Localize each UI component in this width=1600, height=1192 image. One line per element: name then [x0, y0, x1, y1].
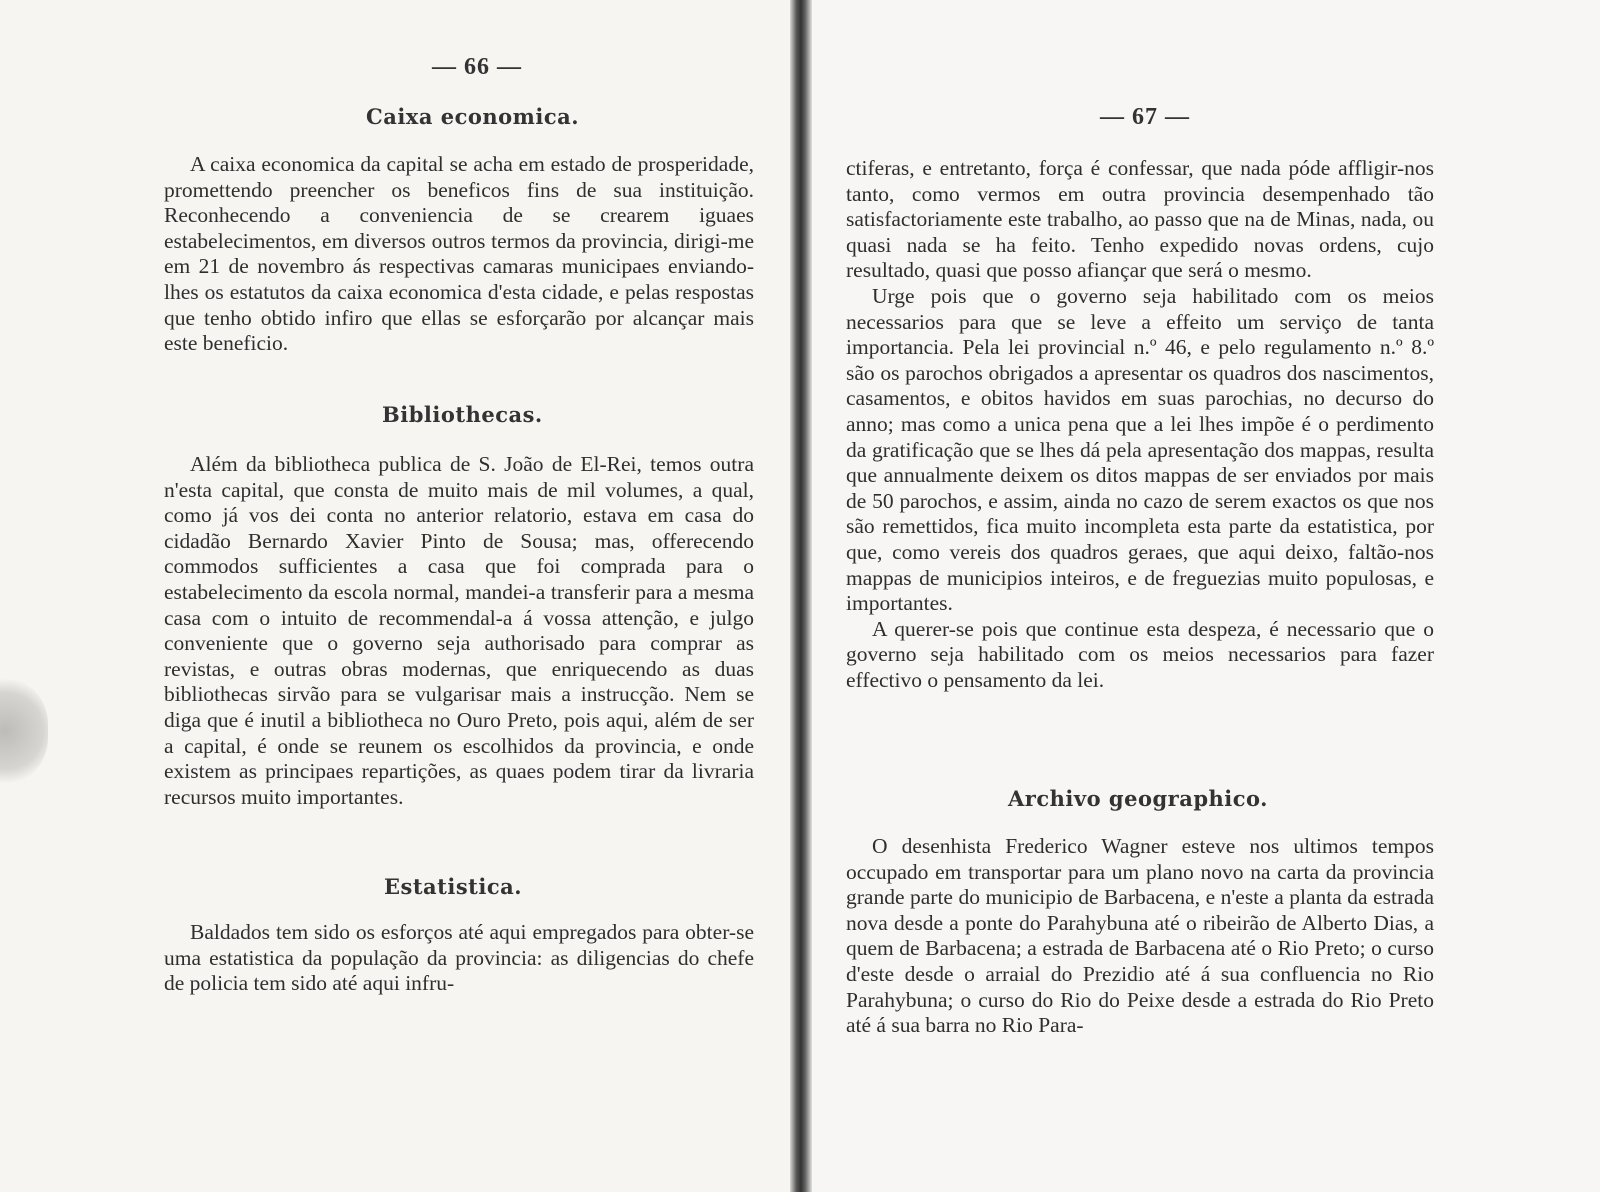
page-number-left: — 66 — [432, 54, 522, 80]
page-stain [0, 676, 48, 786]
paragraph: Urge pois que o governo seja habilitado com os meios necessarios para que se leve a effeito um serviço de tanta importancia. Pela lei provincial n.º 46, e pelo regulamento n.º 8.º são os parochos obrigados a apresentar os quadros dos nascimentos, casamentos, e obitos havidos em suas parochias, no decurso do anno; mas como a unica pena que a lei lhes impõe é o perdimento da gratificação que se lhes dá pela apresentação dos mappas, resulta que annualmente deixem os ditos mappas de ser enviados por mais de 50 parochos, e assim, ainda no cazo de serem exactos os que nos são remettidos, fica muito incompleta esta parte da estatistica, por que, como vereis dos quadros geraes, que aqui deixo, faltão-nos mappas de municipios inteiros, e de freguezias muito populosas, e importantes. [846, 283, 1434, 616]
paragraph: Baldados tem sido os esforços até aqui empregados para obter-se uma estatistica da população da provincia: as diligencias do chefe de policia tem sido até aqui infru- [164, 920, 754, 996]
paragraph: Além da bibliotheca publica de S. João de El-Rei, temos outra n'esta capital, que consta de muito mais de mil volumes, a qual, como já vos dei conta no anterior relatorio, estava em casa do cidadão Bernardo Xavier Pinto de Sousa; mas, offerecendo commodos sufficientes a casa que foi comprada para o estabelecimento da escola normal, mandei-a transferir para a mesma casa com o intuito de recommendal-a á vossa attenção, e julgo conveniente que o governo seja authorisado para comprar as revistas, e outras obras modernas, que enriquecendo as duas bibliothecas sirvão para se vulgarisar mais a instrucção. Nem se diga que é inutil a bibliotheca no Ouro Preto, pois aqui, além de ser a capital, é onde se reunem os escolhidos da provincia, e onde existem as principaes repartições, as quaes podem tirar da livraria recursos muito importantes. [164, 452, 754, 809]
book-gutter [790, 0, 812, 1192]
section-body-estatistica [164, 920, 754, 997]
section-body-archivo [846, 834, 1434, 1039]
section-title-bibliothecas: Bibliothecas. [382, 402, 543, 427]
section-title-archivo: Archivo geographico. [1008, 786, 1268, 811]
paragraph: ctiferas, e entretanto, força é confessar, que nada póde affligir-nos tanto, como vermos em outra provincia desempenhado tão satisfactoriamente este trabalho, ao passo que na de Minas, nada, ou quasi nada se ha feito. Tenho expedido novas ordens, cujo resultado, quasi que posso afiançar que será o mesmo. [846, 156, 1434, 283]
section-body-caixa [164, 152, 754, 357]
paragraph: A caixa economica da capital se acha em estado de prosperidade, promettendo preencher os beneficos fins de sua instituição. Reconhecendo a conveniencia de se crearem iguaes estabelecimentos, em diversos outros termos da provincia, dirigi-me em 21 de novembro ás respectivas camaras municipaes enviando-lhes os estatutos da caixa economica d'esta cidade, e pelas respostas que tenho obtido infiro que ellas se esforçarão por alcançar mais este beneficio. [164, 152, 754, 356]
statistics-continuation [846, 156, 1434, 693]
section-title-estatistica: Estatistica. [384, 874, 523, 899]
section-title-caixa: Caixa economica. [366, 104, 580, 129]
right-page [812, 0, 1600, 1192]
paragraph: A querer-se pois que continue esta despeza, é necessario que o governo seja habilitado com os meios necessarios para fazer effectivo o pensamento da lei. [846, 616, 1434, 692]
left-page [0, 0, 792, 1192]
paragraph: O desenhista Frederico Wagner esteve nos ultimos tempos occupado em transportar para um plano novo na carta da provincia grande parte do municipio de Barbacena, e n'este a planta da estrada nova desde a ponte do Parahybuna até o ribeirão de Alberto Dias, a quem de Barbacena; a estrada de Barbacena até o Rio Preto; o curso d'este desde o arraial do Prezidio até á sua confluencia no Rio Parahybuna; o curso do Rio do Peixe desde a estrada do Rio Preto até á sua barra no Rio Para- [846, 834, 1434, 1038]
section-body-bibliothecas [164, 452, 754, 810]
page-number-right: — 67 — [1100, 104, 1190, 130]
